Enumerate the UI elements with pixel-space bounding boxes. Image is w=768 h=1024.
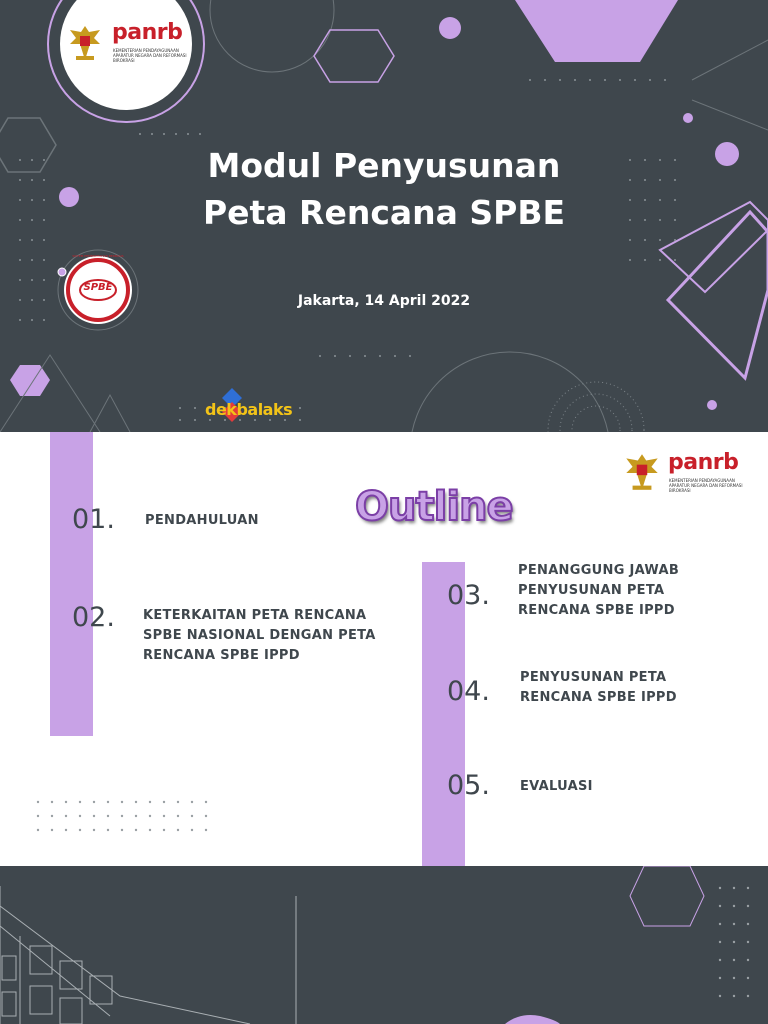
spbe-ring-text: SISTEM PEMERINTAHAN BERBASIS ELEKTRONIK <box>72 254 124 262</box>
outline-item-05-number: 05. <box>447 770 490 801</box>
building-illustration <box>0 866 768 1024</box>
dot-grid-decoration <box>30 792 230 842</box>
outline-item-01-label: PENDAHULUAN <box>145 513 259 528</box>
outline-item-02-number: 02. <box>72 602 115 633</box>
outline-item-04-label: PENYUSUNAN PETA RENCANA SPBE IPPD <box>520 670 677 705</box>
accent-bar-left <box>50 432 93 736</box>
outline-heading: Outline <box>355 484 513 530</box>
outline-item-03-number: 03. <box>447 580 490 611</box>
cover-date: Jakarta, 14 April 2022 <box>297 293 471 309</box>
panrb-logo-subtitle: KEMENTERIAN PENDAYAGUNAAN APARATUR NEGARA DAN REFORMASI BIROKRASI <box>669 478 743 493</box>
cover-title-line-1: Modul Penyusunan <box>207 146 561 185</box>
cover-slide <box>0 0 768 432</box>
dekbalaks-logo-text: dekbalaks <box>205 400 293 419</box>
cover-title-line-2: Peta Rencana SPBE <box>202 193 566 232</box>
panrb-logo-text: panrb <box>112 20 183 45</box>
outline-item-04-number: 04. <box>447 676 490 707</box>
spbe-badge: SPBE <box>83 282 113 293</box>
outline-item-03-label: PENANGGUNG JAWAB PENYUSUNAN PETA RENCANA SPBE IPPD <box>518 563 680 618</box>
garuda-emblem-icon <box>66 22 104 64</box>
outline-item-01-number: 01. <box>72 504 115 535</box>
panrb-logo-subtitle: KEMENTERIAN PENDAYAGUNAAN APARATUR NEGARA DAN REFORMASI BIROKRASI <box>113 48 187 63</box>
third-slide-partial <box>0 866 768 1024</box>
outline-slide <box>0 432 768 866</box>
outline-item-02-label: KETERKAITAN PETA RENCANA SPBE NASIONAL DENGAN PETA RENCANA SPBE IPPD <box>143 608 376 663</box>
garuda-emblem-icon <box>622 450 662 494</box>
panrb-logo-text: panrb <box>668 450 739 475</box>
outline-item-05-label: EVALUASI <box>520 779 593 794</box>
